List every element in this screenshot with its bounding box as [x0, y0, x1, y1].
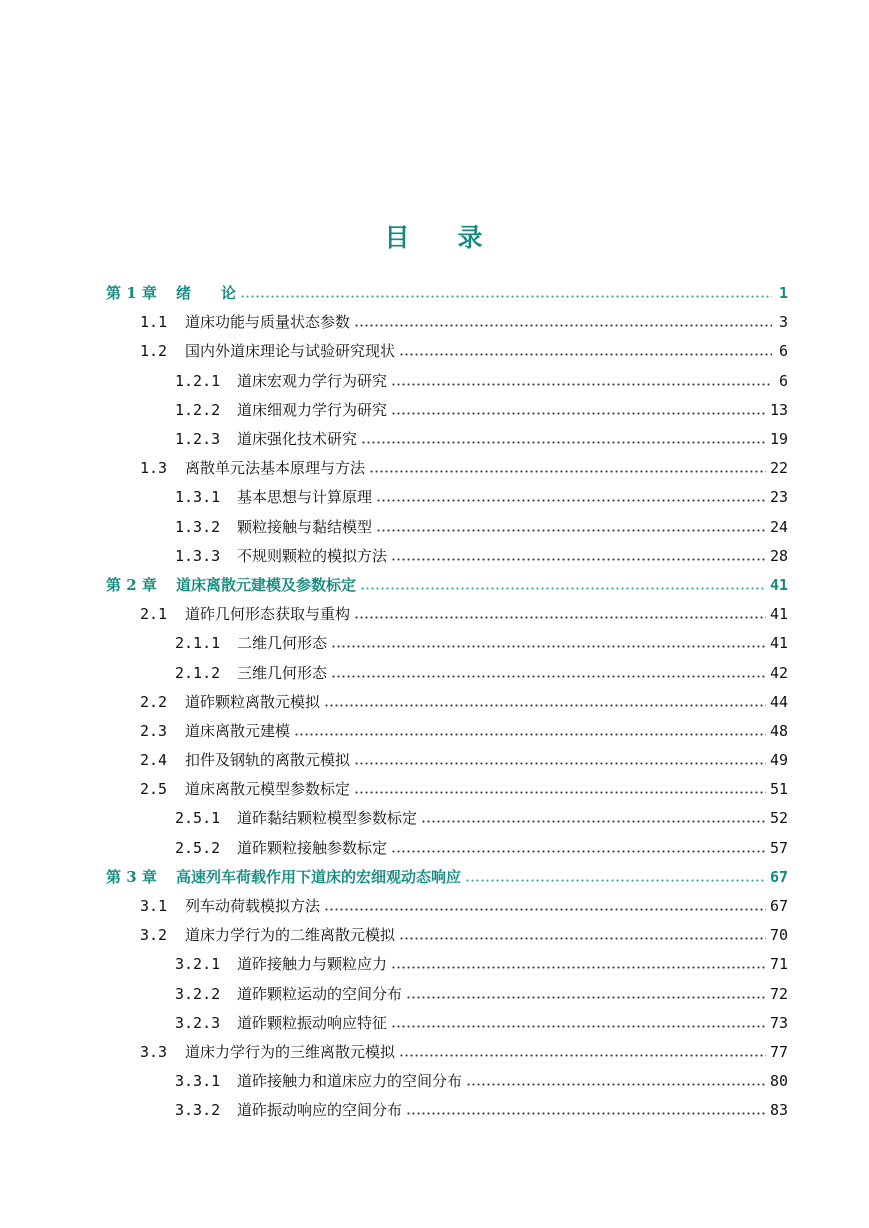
toc-entry-number: 第 1 章 [106, 284, 157, 303]
table-of-contents [106, 279, 788, 1125]
toc-section-entry[interactable] [106, 425, 788, 454]
toc-section-entry[interactable] [106, 921, 788, 950]
toc-section-entry[interactable] [106, 746, 788, 775]
toc-section-entry[interactable] [106, 454, 788, 483]
toc-entry-number: 2.1.2 [175, 663, 221, 682]
toc-page-number: 72 [769, 984, 788, 1003]
toc-section-entry[interactable] [106, 1038, 788, 1067]
dot-leader [391, 1025, 766, 1028]
toc-section-entry[interactable] [106, 1067, 788, 1096]
toc-page-number: 70 [769, 926, 788, 945]
toc-entry-title: 道床力学行为的三维离散元模拟 [185, 1042, 396, 1061]
toc-entry-title: 道砟颗粒接触参数标定 [237, 838, 388, 857]
toc-page-number: 22 [769, 459, 788, 478]
toc-entry-number: 3.2 [140, 926, 168, 945]
toc-section-entry[interactable] [106, 658, 788, 687]
toc-entry-title: 三维几何形态 [237, 663, 328, 682]
toc-entry-number: 3.2.2 [175, 984, 221, 1003]
page-title [0, 218, 869, 254]
toc-entry-number: 2.2 [140, 692, 168, 711]
toc-entry-title: 道砟几何形态获取与重构 [185, 605, 351, 624]
toc-section-entry[interactable] [106, 337, 788, 366]
dot-leader [406, 1112, 766, 1115]
toc-section-entry[interactable] [106, 950, 788, 979]
toc-page-number: 19 [769, 430, 788, 449]
dot-leader [354, 762, 766, 765]
dot-leader [391, 383, 772, 386]
dot-leader [466, 1083, 766, 1086]
toc-entry-number: 2.1 [140, 605, 168, 624]
dot-leader [354, 616, 766, 619]
toc-page-number: 3 [778, 313, 788, 332]
toc-section-entry[interactable] [106, 629, 788, 658]
toc-section-entry[interactable] [106, 308, 788, 337]
toc-page-number: 52 [769, 809, 788, 828]
dot-leader [331, 675, 766, 678]
toc-chapter-entry[interactable] [106, 571, 788, 600]
toc-entry-title: 绪 论 [176, 284, 237, 303]
toc-entry-number: 1.3.1 [175, 488, 221, 507]
dot-leader [391, 850, 766, 853]
toc-entry-title: 二维几何形态 [237, 634, 328, 653]
toc-chapter-entry[interactable] [106, 863, 788, 892]
toc-section-entry[interactable] [106, 367, 788, 396]
toc-section-entry[interactable] [106, 892, 788, 921]
toc-page-number: 1 [778, 284, 788, 303]
toc-chapter-entry[interactable] [106, 279, 788, 308]
toc-entry-number: 2.4 [140, 751, 168, 770]
dot-leader [240, 295, 772, 298]
toc-page-number: 57 [769, 838, 788, 857]
dot-leader [324, 908, 766, 911]
toc-page-number: 13 [769, 400, 788, 419]
toc-entry-number: 第 3 章 [106, 867, 157, 886]
title-char-left: 目 [384, 223, 412, 252]
toc-page-number: 67 [769, 867, 788, 886]
toc-entry-number: 1.2.2 [175, 400, 221, 419]
dot-leader [331, 645, 766, 648]
toc-page-number: 83 [769, 1101, 788, 1120]
dot-leader [391, 966, 766, 969]
toc-section-entry[interactable] [106, 980, 788, 1009]
dot-leader [376, 529, 766, 532]
toc-page-number: 6 [778, 371, 788, 390]
toc-entry-title: 国内外道床理论与试验研究现状 [185, 342, 396, 361]
dot-leader [391, 412, 766, 415]
toc-entry-title: 高速列车荷载作用下道床的宏细观动态响应 [176, 867, 462, 886]
dot-leader [360, 587, 766, 590]
toc-entry-number: 1.2.1 [175, 371, 221, 390]
toc-entry-title: 道床细观力学行为研究 [237, 400, 388, 419]
title-char-right: 录 [457, 223, 485, 252]
toc-section-entry[interactable] [106, 804, 788, 833]
toc-entry-title: 道床功能与质量状态参数 [185, 313, 351, 332]
toc-entry-title: 离散单元法基本原理与方法 [185, 459, 366, 478]
dot-leader [376, 499, 766, 502]
toc-entry-number: 2.5.1 [175, 809, 221, 828]
toc-page-number: 77 [769, 1042, 788, 1061]
toc-page-number: 49 [769, 751, 788, 770]
dot-leader [354, 791, 766, 794]
dot-leader [391, 558, 766, 561]
toc-section-entry[interactable] [106, 1096, 788, 1125]
toc-entry-number: 2.5 [140, 780, 168, 799]
toc-entry-number: 2.3 [140, 721, 168, 740]
toc-entry-title: 道床强化技术研究 [237, 430, 358, 449]
toc-page-number: 41 [769, 575, 788, 594]
toc-page-number: 51 [769, 780, 788, 799]
toc-entry-title: 道砟颗粒离散元模拟 [185, 692, 321, 711]
toc-entry-number: 3.3 [140, 1042, 168, 1061]
toc-entry-title: 道砟颗粒振动响应特征 [237, 1013, 388, 1032]
toc-entry-title: 道砟接触力和道床应力的空间分布 [237, 1072, 463, 1091]
toc-entry-title: 道床离散元模型参数标定 [185, 780, 351, 799]
toc-section-entry[interactable] [106, 483, 788, 512]
toc-entry-number: 2.1.1 [175, 634, 221, 653]
toc-section-entry[interactable] [106, 513, 788, 542]
toc-page-number: 24 [769, 517, 788, 536]
toc-section-entry[interactable] [106, 688, 788, 717]
toc-entry-number: 3.3.2 [175, 1101, 221, 1120]
toc-section-entry[interactable] [106, 717, 788, 746]
dot-leader [399, 937, 766, 940]
toc-entry-title: 道砟黏结颗粒模型参数标定 [237, 809, 418, 828]
toc-page-number: 73 [769, 1013, 788, 1032]
toc-page-number: 28 [769, 546, 788, 565]
toc-entry-title: 列车动荷载模拟方法 [185, 897, 321, 916]
toc-entry-number: 3.3.1 [175, 1072, 221, 1091]
toc-entry-number: 1.3.3 [175, 546, 221, 565]
toc-page-number: 71 [769, 955, 788, 974]
toc-section-entry[interactable] [106, 600, 788, 629]
toc-entry-title: 不规则颗粒的模拟方法 [237, 546, 388, 565]
toc-entry-title: 道砟振动响应的空间分布 [237, 1101, 403, 1120]
toc-page-number: 48 [769, 721, 788, 740]
toc-entry-number: 2.5.2 [175, 838, 221, 857]
toc-entry-number: 1.1 [140, 313, 168, 332]
toc-entry-title: 扣件及钢轨的离散元模拟 [185, 751, 351, 770]
dot-leader [465, 879, 766, 882]
toc-entry-number: 3.2.3 [175, 1013, 221, 1032]
toc-section-entry[interactable] [106, 1009, 788, 1038]
toc-page-number: 80 [769, 1072, 788, 1091]
toc-page-number: 41 [769, 634, 788, 653]
dot-leader [406, 996, 766, 999]
toc-section-entry[interactable] [106, 542, 788, 571]
toc-entry-number: 1.2 [140, 342, 168, 361]
toc-page-number: 6 [778, 342, 788, 361]
toc-entry-title: 道床力学行为的二维离散元模拟 [185, 926, 396, 945]
toc-page-number: 42 [769, 663, 788, 682]
toc-page-number: 44 [769, 692, 788, 711]
dot-leader [354, 324, 772, 327]
dot-leader [294, 733, 766, 736]
toc-entry-title: 颗粒接触与黏结模型 [237, 517, 373, 536]
toc-entry-number: 3.1 [140, 897, 168, 916]
toc-section-entry[interactable] [106, 834, 788, 863]
toc-entry-number: 1.2.3 [175, 430, 221, 449]
toc-page-number: 23 [769, 488, 788, 507]
toc-entry-number: 1.3.2 [175, 517, 221, 536]
dot-leader [399, 1054, 766, 1057]
toc-entry-title: 道床离散元建模及参数标定 [176, 575, 357, 594]
dot-leader [369, 470, 766, 473]
toc-entry-number: 1.3 [140, 459, 168, 478]
toc-page-number: 67 [769, 897, 788, 916]
toc-section-entry[interactable] [106, 775, 788, 804]
toc-entry-title: 道床离散元建模 [185, 721, 291, 740]
toc-page-number: 41 [769, 605, 788, 624]
dot-leader [399, 353, 772, 356]
dot-leader [421, 820, 766, 823]
toc-entry-title: 道床宏观力学行为研究 [237, 371, 388, 390]
toc-entry-title: 道砟颗粒运动的空间分布 [237, 984, 403, 1003]
toc-entry-number: 3.2.1 [175, 955, 221, 974]
dot-leader [361, 441, 766, 444]
toc-section-entry[interactable] [106, 396, 788, 425]
toc-entry-number: 第 2 章 [106, 575, 157, 594]
dot-leader [324, 704, 766, 707]
toc-entry-title: 道砟接触力与颗粒应力 [237, 955, 388, 974]
toc-entry-title: 基本思想与计算原理 [237, 488, 373, 507]
